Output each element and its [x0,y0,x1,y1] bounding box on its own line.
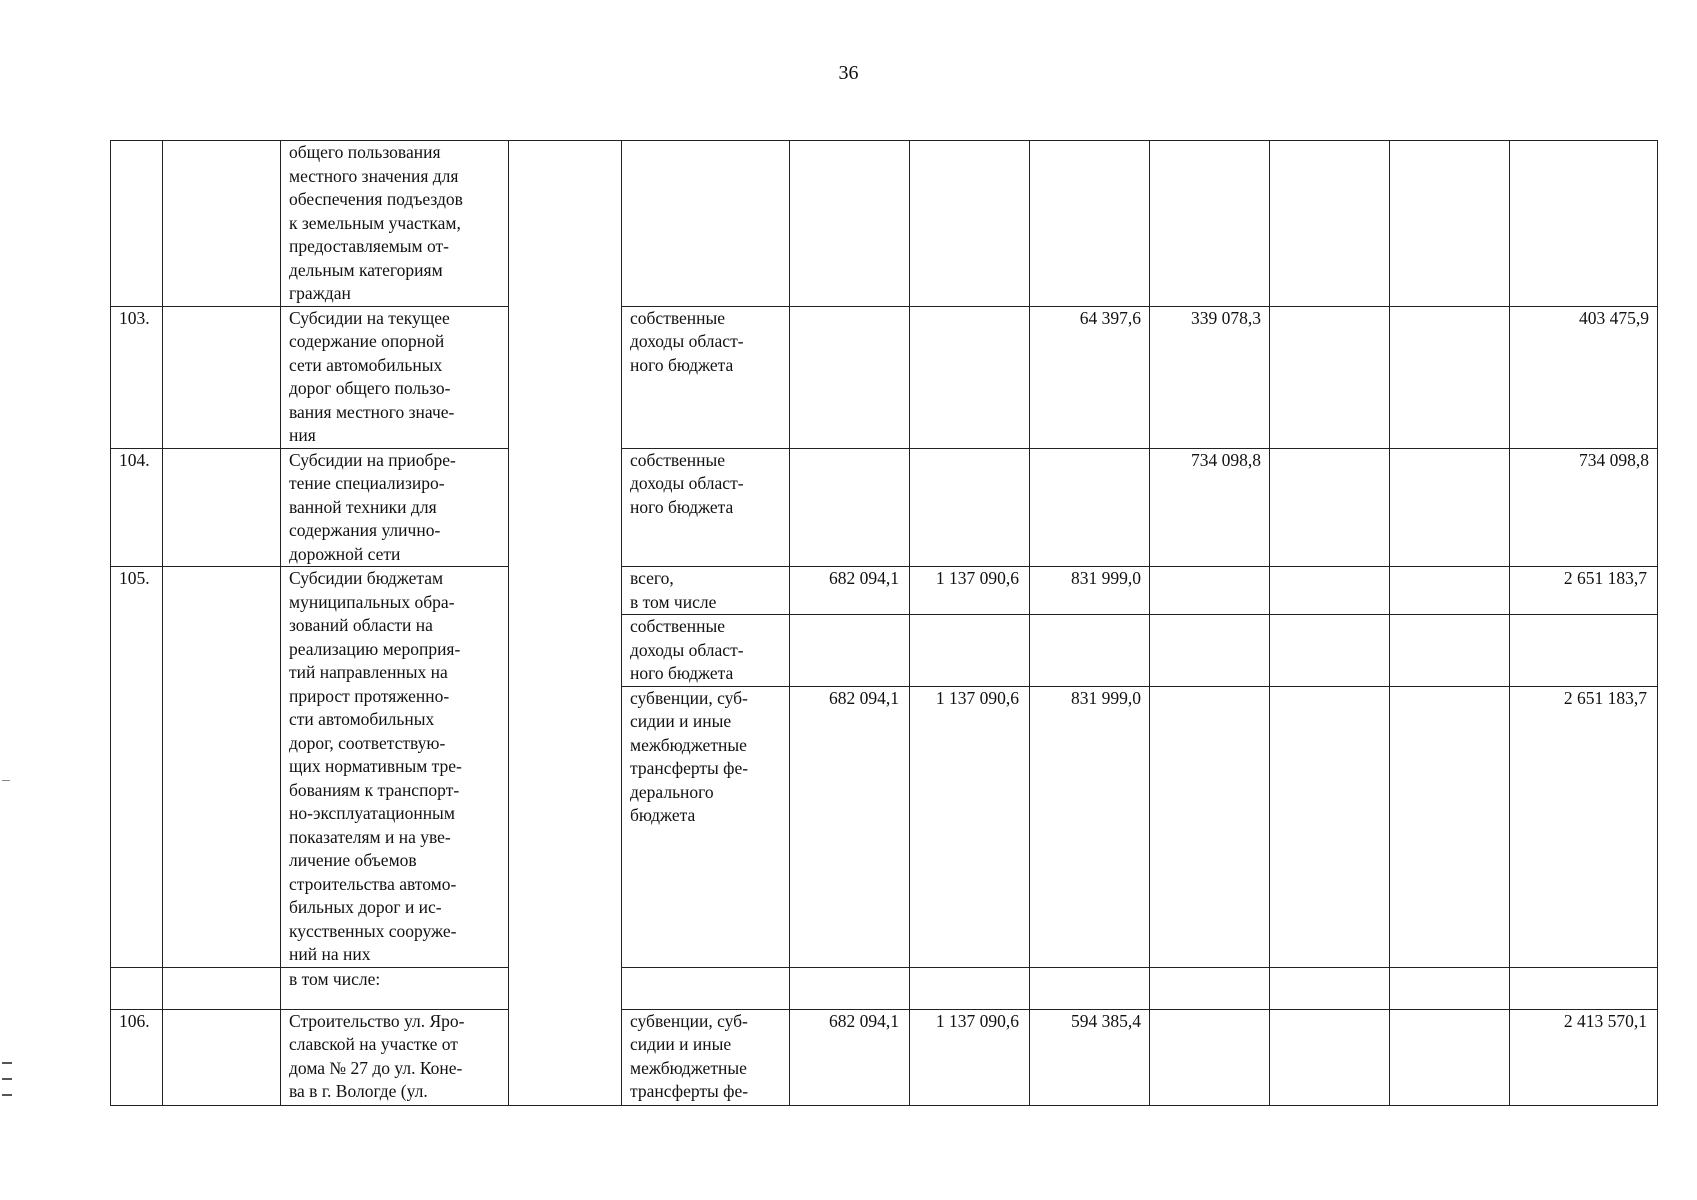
total-cell: 2 651 183,7 [1510,686,1658,967]
row-description: общего пользования местного значения для обеспечения подъездов к земельным участкам, предоставляемым от- дельным категориям граждан [281,141,509,307]
funding-source: собственные доходы област- ного бюджета [622,615,790,687]
total-cell: 2 413 570,1 [1510,1009,1658,1105]
row-number: 103. [111,306,163,448]
row-number: 104. [111,448,163,567]
funding-source: собственные доходы област- ного бюджета [622,448,790,567]
scan-mark [2,1062,12,1064]
value-cell: 682 094,1 [790,567,910,615]
table-row-106 [111,1009,1658,1105]
table-row-continuation [111,141,1658,307]
funding-source: всего, в том числе [622,567,790,615]
table-row-104 [111,448,1658,567]
source-cell [622,141,790,307]
value-cell: 1 137 090,6 [910,686,1030,967]
scan-mark [2,780,10,781]
row-number: 106. [111,1009,163,1105]
row-description: Субсидии на приобре- тение специализиро- ванной техники для содержания улично- дорожной сети [281,448,509,567]
code-cell [163,141,281,307]
page-number: 36 [838,62,859,84]
row-number [111,141,163,307]
value-cell: 339 078,3 [1150,306,1270,448]
table-row-including [111,967,1658,1009]
row-description: Строительство ул. Яро- славской на участке от дома № 27 до ул. Коне- ва в г. Вологде (ул. [281,1009,509,1105]
row-description: Субсидии на текущее содержание опорной сети автомобильных дорог общего пользо- вания местного значе- ния [281,306,509,448]
total-cell: 2 651 183,7 [1510,567,1658,615]
value-cell: 682 094,1 [790,1009,910,1105]
value-cell: 1 137 090,6 [910,567,1030,615]
funding-source: собственные доходы област- ного бюджета [622,306,790,448]
total-cell: 403 475,9 [1510,306,1658,448]
budget-table [110,140,1658,1106]
value-cell: 734 098,8 [1150,448,1270,567]
value-cell: 682 094,1 [790,686,910,967]
table-row-103 [111,306,1658,448]
executor-cell [509,141,622,1106]
value-cell: 594 385,4 [1030,1009,1150,1105]
total-cell: 734 098,8 [1510,448,1658,567]
value-cell: 64 397,6 [1030,306,1150,448]
row-number: 105. [111,567,163,968]
value-cell: 1 137 090,6 [910,1009,1030,1105]
funding-source: субвенции, суб- сидии и иные межбюджетные трансферты фе- дерального бюджета [622,686,790,967]
scan-mark [2,1094,12,1096]
value-cell: 831 999,0 [1030,686,1150,967]
row-description: Субсидии бюджетам муниципальных обра- зований области на реализацию мероприя- тий направленных на прирост протяженно- сти автомобильных дорог, соответствую- щих нормативным тре- бованиям к транспорт- но-эксплуатационным показателям и на уве- личение объемов строительства автомо- бильных дорог и ис- кусственных сооруже- ний на них [281,567,509,968]
funding-source: субвенции, суб- сидии и иные межбюджетные трансферты фе- [622,1009,790,1105]
value-cell: 831 999,0 [1030,567,1150,615]
row-description: в том числе: [281,967,509,1009]
table-row-105 [111,567,1658,615]
scan-mark [2,1078,12,1080]
